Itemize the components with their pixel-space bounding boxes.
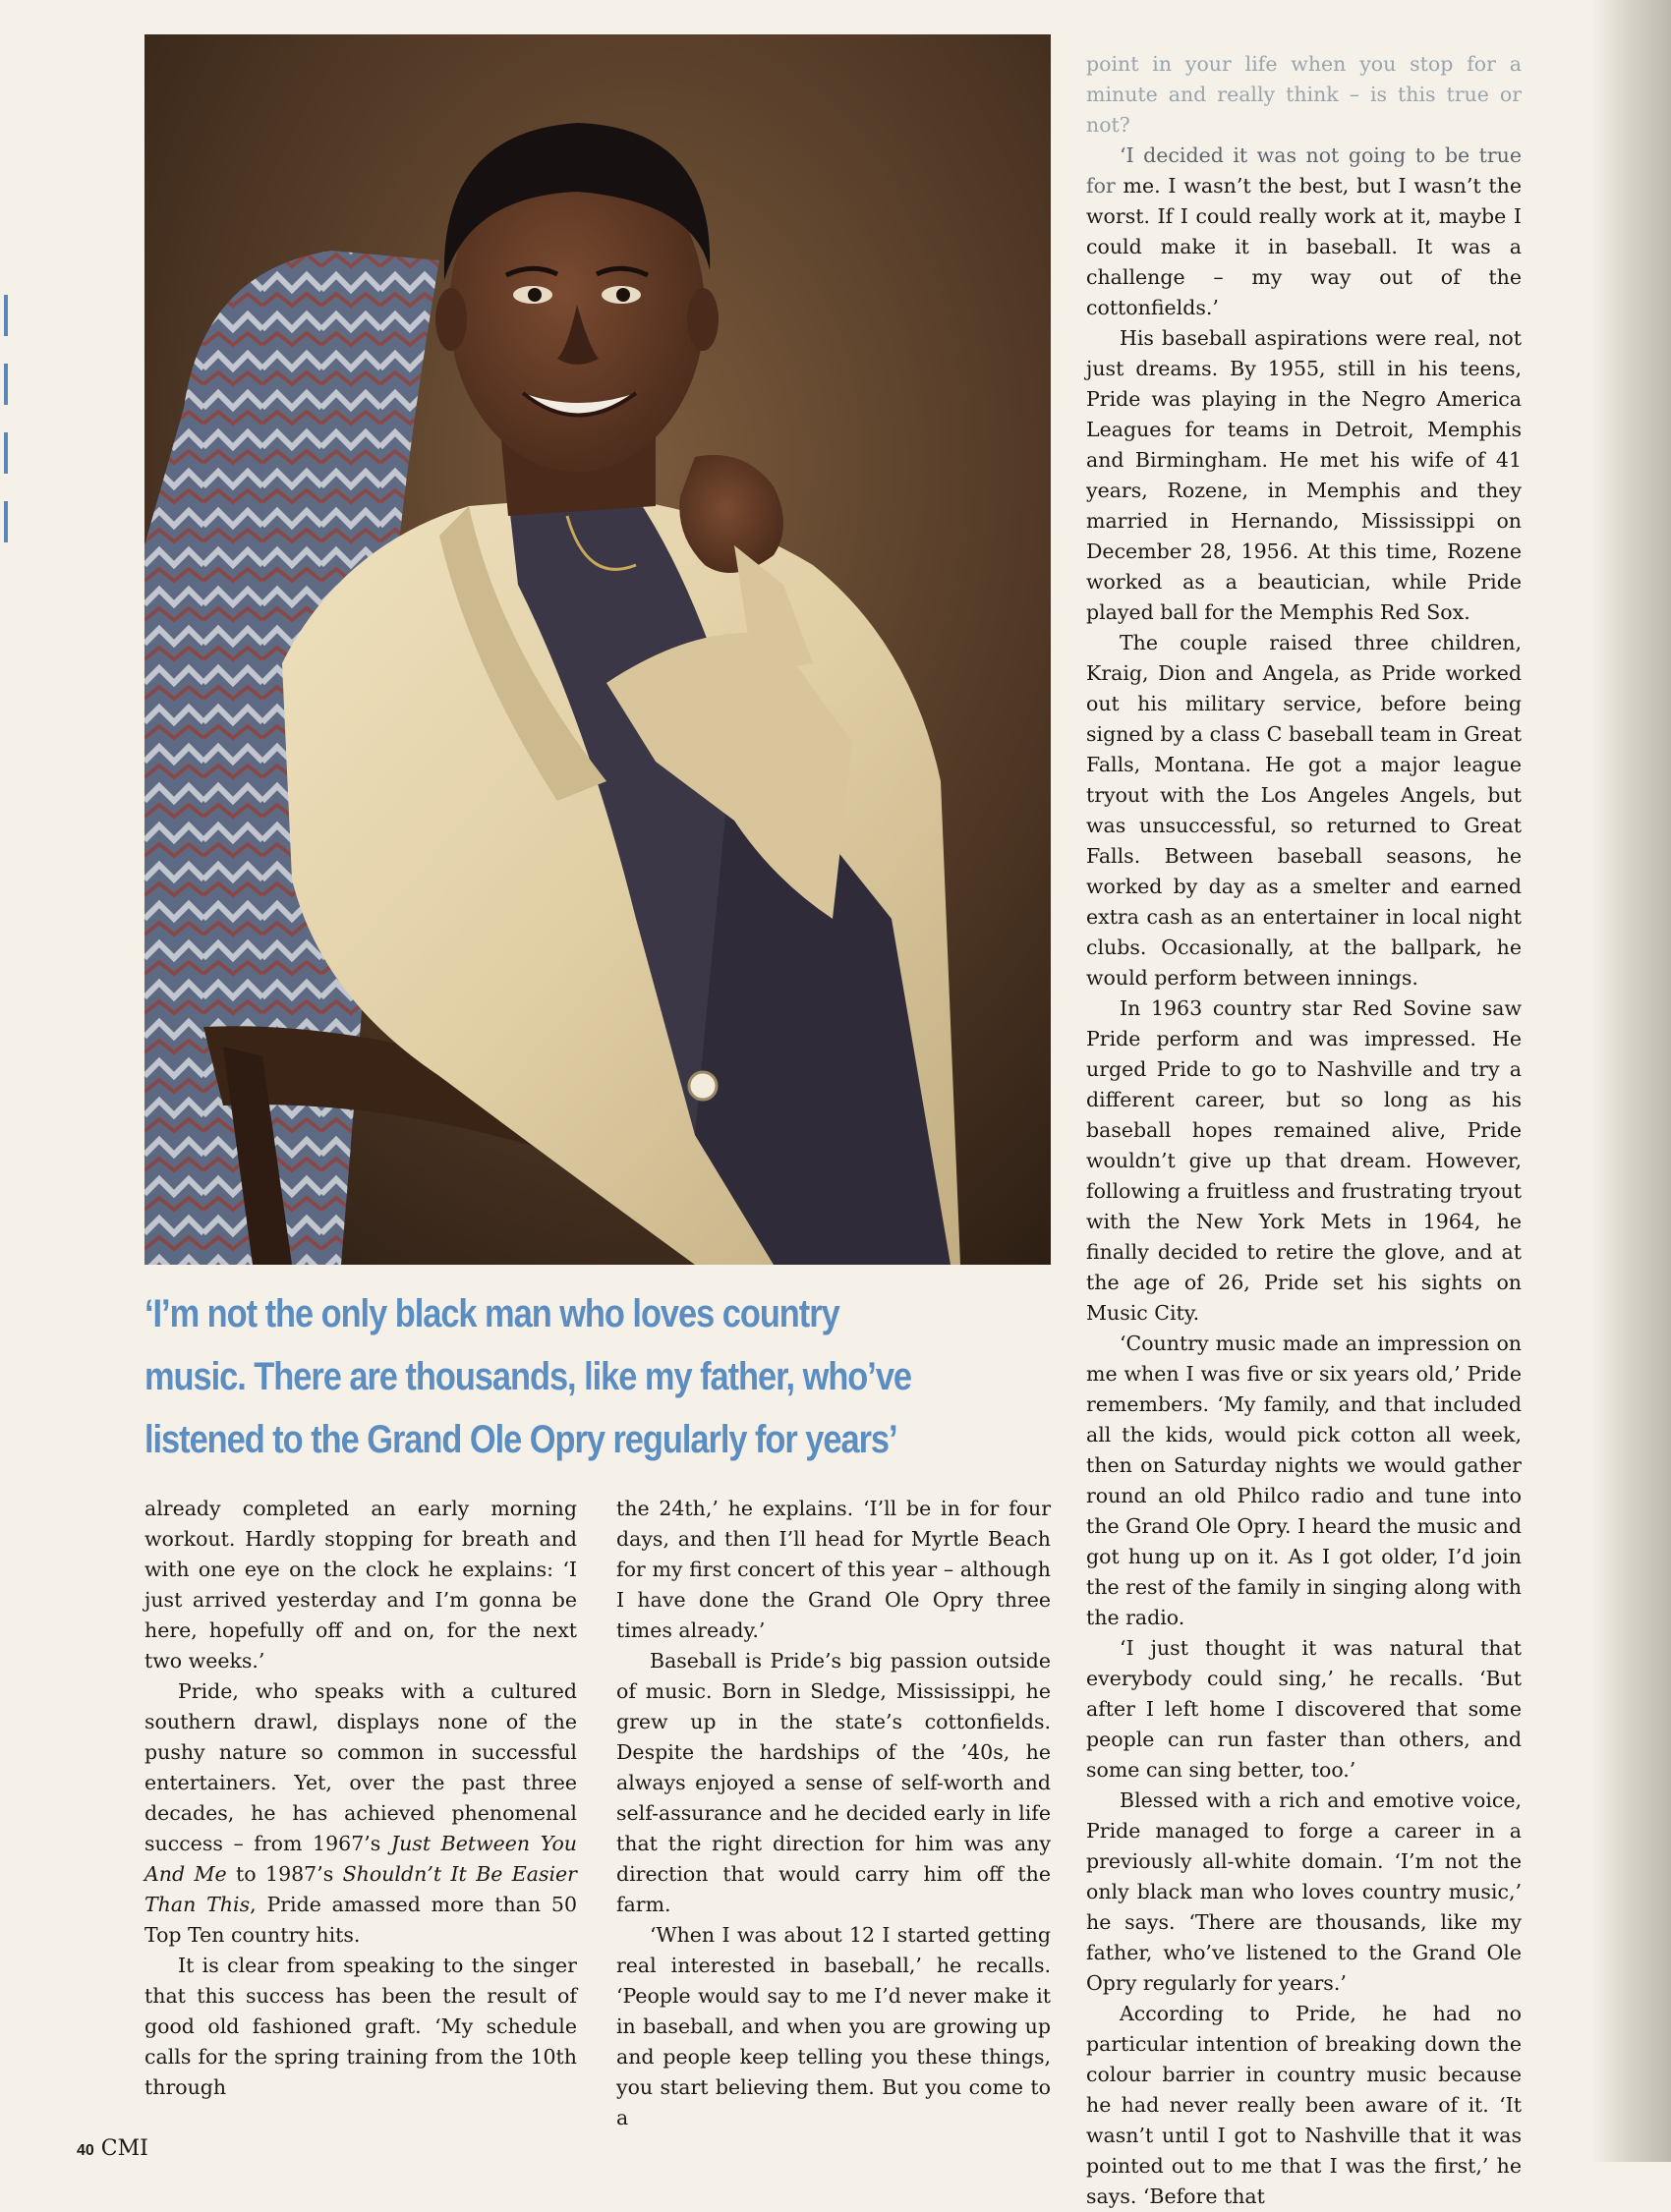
paragraph: ‘When I was about 12 I started getting real interested in baseball,’ he recalls. ‘People would say to me I’d never make it in baseball, and when you are growing up and people keep telling you these things, you start believing them. But you come to a xyxy=(616,1923,1051,2129)
paragraph: According to Pride, he had no particular intention of breaking down the colour barrier in country music because he had never really been aware of it. ‘It wasn’t until I got to Nashville that it was pointed out to me that I was the first,’ he says. ‘Before that xyxy=(1086,2002,1522,2208)
paragraph: The couple raised three children, Kraig, Dion and Angela, as Pride worked out his military service, before being signed by a class C baseball team in Great Falls, Montana. He got a major league tryout with the Los Angeles Angels, but was unsuccessful, so returned to Great Falls. Between baseball seasons, he worked by day as a smelter and earned extra cash as an entertainer in local night clubs. Occasionally, at the ballpark, he would perform between innings. xyxy=(1086,631,1522,990)
magazine-name: CMI xyxy=(100,2136,148,2161)
paragraph: the 24th,’ he explains. ‘I’ll be in for four days, and then I’ll head for Myrtle Beach for my first concert of this year – although I have done the Grand Ole Opry three times already.’ xyxy=(616,1497,1051,1642)
margin-marks xyxy=(0,295,14,560)
pull-quote: ‘I’m not the only black man who loves country music. There are thousands, like my father, who’ve listened to the Grand Ole Opry regularly for years’ xyxy=(144,1292,912,1461)
paragraph: Blessed with a rich and emotive voice, Pride managed to forge a career in a previously all-white domain. ‘I’m not the only black man who loves country music,’ he says. ‘There are thousands, like my father, who’ve listened to the Grand Ole Opry regularly for years.’ xyxy=(1086,1788,1522,1995)
portrait-photo xyxy=(144,34,1051,1265)
portrait-illustration xyxy=(144,34,1051,1265)
page-number: 40 xyxy=(77,2142,94,2159)
article-column-3 xyxy=(1086,49,1522,2212)
paragraph: ‘I just thought it was natural that everybody could sing,’ he recalls. ‘But after I left home I discovered that some people can run faster than others, and some can sing better, too.’ xyxy=(1086,1636,1522,1782)
paragraph: His baseball aspirations were real, not just dreams. By 1955, still in his teens, Pride was playing in the Negro America Leagues for teams in Detroit, Memphis and Birmingham. He met his wife of 41 years, Rozene, in Memphis and they married in Hernando, Mississippi on December 28, 1956. At this time, Rozene worked as a beautician, while Pride played ball for the Memphis Red Sox. xyxy=(1086,326,1522,624)
paragraph: In 1963 country star Red Sovine saw Pride perform and was impressed. He urged Pride to go to Nashville and try a different career, but so long as his baseball hopes remained alive, Pride wouldn’t give up that dream. However, following a fruitless and frustrating tryout with the New York Mets in 1964, he finally decided to retire the glove, and at the age of 26, Pride set his sights on Music City. xyxy=(1086,996,1522,1325)
paragraph: ‘I decided it was not going to be true for me. I wasn’t the best, but I wasn’t the worst. If I could really work at it, maybe I could make it in baseball. It was a challenge – my way out of the cottonfields.’ xyxy=(1086,143,1522,319)
page-gutter-shadow xyxy=(1592,0,1671,2162)
page-folio xyxy=(77,2136,148,2161)
song-title: Just Between You And Me xyxy=(144,1832,577,1886)
paragraph: Baseball is Pride’s big passion outside of music. Born in Sledge, Mississippi, he grew up in the state’s cottonfields. Despite the hardships of the ’40s, he always enjoyed a sense of self-worth and self-assurance and he decided early in life that the right direction for him was any direction that would carry him off the farm. xyxy=(616,1649,1051,1916)
paragraph: point in your life when you stop for a minute and really think – is this true or not? xyxy=(1086,52,1522,137)
article-column-2 xyxy=(616,1494,1051,2133)
article-column-1 xyxy=(144,1494,577,2103)
paragraph: Pride, who speaks with a cultured southern drawl, displays none of the pushy nature so common in successful entertainers. Yet, over the past three decades, he has achieved phenomenal success – from 1967’s Just Between You And Me to 1987’s Shouldn’t It Be Easier Than This, Pride amassed more than 50 Top Ten country hits. xyxy=(144,1679,577,1947)
paragraph: already completed an early morning workout. Hardly stopping for breath and with one eye on the clock he explains: ‘I just arrived yesterday and I’m gonna be here, hopefully off and on, for the next two weeks.’ xyxy=(144,1497,577,1673)
paragraph: It is clear from speaking to the singer that this success has been the result of good old fashioned graft. ‘My schedule calls for the spring training from the 10th through xyxy=(144,1954,577,2099)
song-title: Shouldn’t It Be Easier Than This xyxy=(144,1862,577,1916)
paragraph: ‘Country music made an impression on me when I was five or six years old,’ Pride remembers. ‘My family, and that included all the kids, would pick cotton all week, then on Saturday nights we would gather round an old Philco radio and tune into the Grand Ole Opry. I heard the music and got hung up on it. As I got older, I’d join the rest of the family in singing along with the radio. xyxy=(1086,1332,1522,1629)
